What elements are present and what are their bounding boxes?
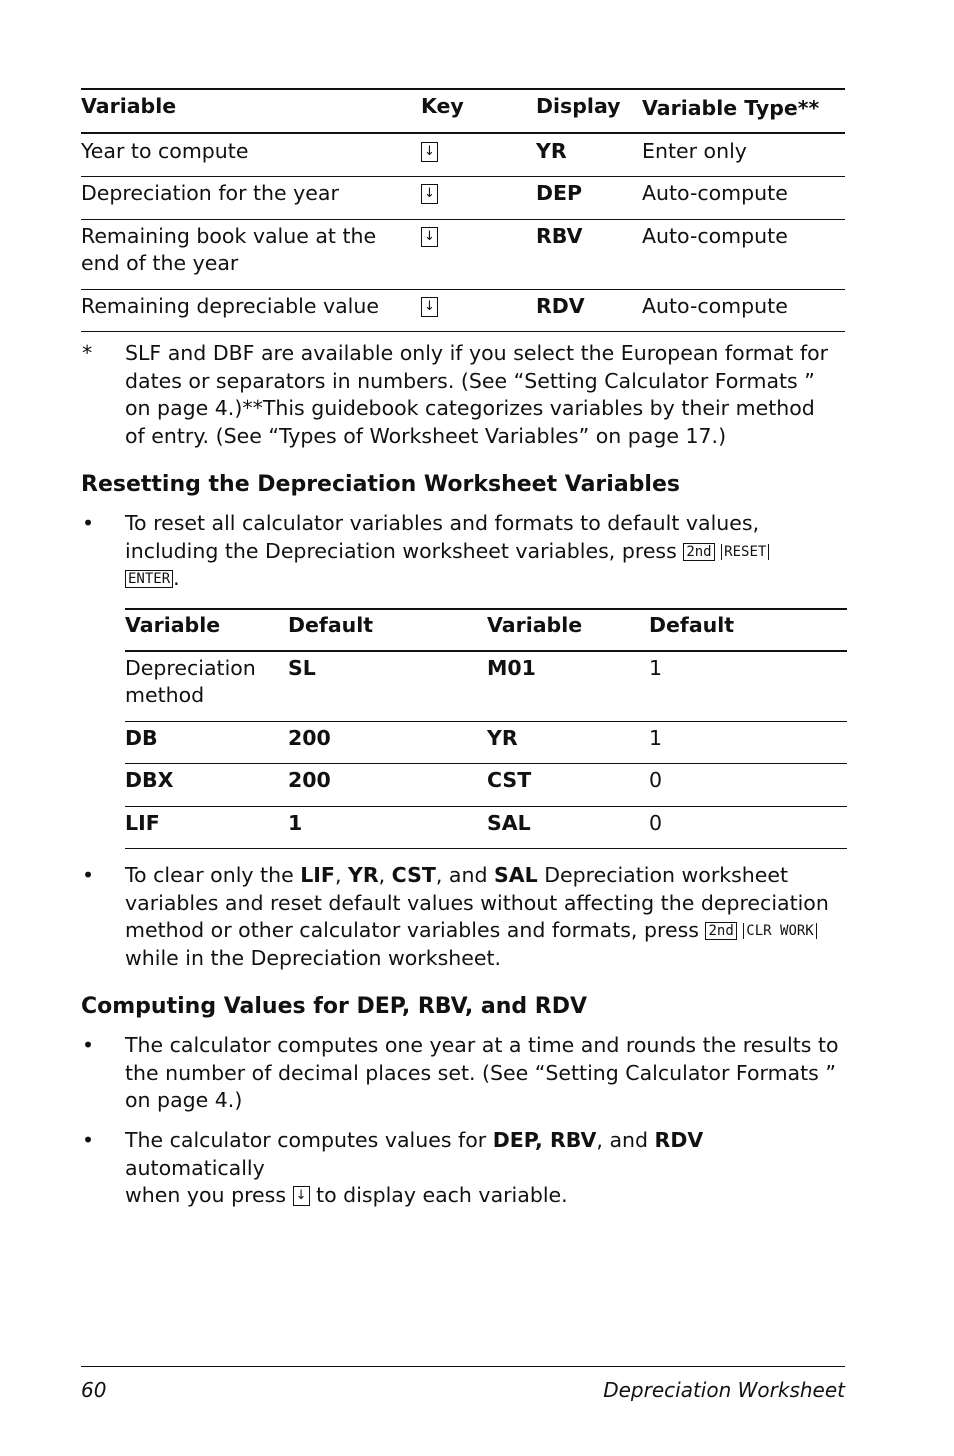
table2-cell-default-2: 0 [649, 768, 663, 792]
bullet-marker: • [82, 511, 95, 535]
table2-cell-default: 1 [288, 811, 303, 835]
clear-bullet-text: To clear only the LIF, YR, CST, and SAL Depreciation worksheet variables and reset default values without affecting the depreciation method or other calculator variables and formats, press 2nd CLR WORK while in the Depreciation worksheet. [125, 863, 829, 970]
table1-top-rule [81, 88, 845, 90]
bullet-marker: • [82, 1128, 95, 1152]
table2-cell-variable: DBX [125, 768, 174, 792]
table2-header-variable-2: Variable [487, 613, 583, 637]
table2-cell-default: 200 [288, 726, 331, 750]
clr-work-key-icon: CLR WORK [743, 923, 816, 939]
table1-header-rule [81, 132, 845, 134]
page-number: 60 [81, 1378, 107, 1402]
table2-cell-variable: LIF [125, 811, 160, 835]
table1-row-divider [81, 219, 845, 220]
reset-key-icon: RESET [721, 544, 769, 560]
2nd-key-icon: 2nd [683, 543, 714, 561]
table2-header-rule [125, 650, 847, 652]
table2-bottom-rule [125, 848, 847, 849]
down-arrow-key-icon: ↓ [421, 297, 438, 317]
footer-rule [81, 1366, 845, 1367]
reset-bullet-text: To reset all calculator variables and formats to default values, including the Depreciation worksheet variables, press 2nd RESET ENTER . [125, 510, 847, 593]
down-arrow-key-icon: ↓ [293, 1186, 310, 1206]
table1-header-display: Display [536, 94, 621, 118]
table2-cell-variable: Depreciation method [125, 656, 256, 707]
table1-row-type: Auto-compute [642, 224, 788, 248]
table1-row-display: DEP [536, 181, 583, 205]
table1-row-display: YR [536, 139, 567, 163]
table1-row-type: Enter only [642, 139, 747, 163]
footer-title: Depreciation Worksheet [603, 1378, 845, 1402]
table2-header-default-2: Default [649, 613, 735, 637]
table2-cell-variable-2: M01 [487, 656, 536, 680]
computes-bullet-text: The calculator computes one year at a time and rounds the results to the number of decimal places set. (See “Setting Calculator Formats ” on page 4.) [125, 1033, 839, 1112]
table2-row-divider [125, 763, 847, 764]
table2-header-variable: Variable [125, 613, 221, 637]
table1-row-variable [81, 223, 376, 277]
table2-header-default: Default [288, 613, 374, 637]
table1-row-variable: Depreciation for the year [81, 181, 339, 205]
table2-row-divider [125, 806, 847, 807]
enter-key-icon: ENTER [125, 570, 173, 588]
footnote-text: SLF and DBF are available only if you select the European format for dates or separators in numbers. (See “Setting Calculator Formats ” on page 4.)**This guidebook categorizes variables by their method of entry. (See “Types of Worksheet Variables” on page 17.) [125, 341, 829, 448]
table1-header-variable: Variable [81, 94, 177, 118]
table1-row-variable-line1: Remaining book value at the [81, 224, 377, 248]
table1-row-display: RBV [536, 224, 583, 248]
auto-compute-bullet-text: The calculator computes values for DEP, RBV, and RDV automatically when you press ↓ to display each variable. [125, 1128, 704, 1207]
table1-row-divider [81, 289, 845, 290]
table2-cell-default-2: 1 [649, 726, 663, 750]
table2-cell-default-2: 0 [649, 811, 663, 835]
section-heading-computing: Computing Values for DEP, RBV, and RDV [81, 994, 588, 1019]
table2-cell-variable-2: YR [487, 726, 518, 750]
table1-row-divider [81, 176, 845, 177]
table1-row-variable-line2: end of the year [81, 251, 239, 275]
table1-row-type: Auto-compute [642, 181, 788, 205]
table2-cell-default: SL [288, 656, 316, 680]
down-arrow-key-icon: ↓ [421, 184, 438, 204]
bullet-marker: • [82, 863, 95, 887]
table2-cell-default-2: 1 [649, 656, 663, 680]
table1-row-display: RDV [536, 294, 585, 318]
table2-cell-default: 200 [288, 768, 331, 792]
table1-row-variable: Remaining depreciable value [81, 294, 379, 318]
table1-header-key: Key [421, 94, 464, 118]
down-arrow-key-icon: ↓ [421, 227, 438, 247]
table1-row-variable: Year to compute [81, 139, 249, 163]
down-arrow-key-icon: ↓ [421, 142, 438, 162]
bullet-marker: • [82, 1033, 95, 1057]
table1-row-type: Auto-compute [642, 294, 788, 318]
table2-cell-variable-2: CST [487, 768, 532, 792]
footnote-marker: * [82, 341, 93, 365]
table2-top-rule [125, 608, 847, 610]
table1-bottom-rule [81, 331, 845, 332]
section-heading-resetting: Resetting the Depreciation Worksheet Variables [81, 472, 680, 497]
table2-cell-variable: DB [125, 726, 158, 750]
table2-row-divider [125, 721, 847, 722]
table2-cell-variable-2: SAL [487, 811, 531, 835]
2nd-key-icon: 2nd [705, 922, 736, 940]
table1-header-variable-type: Variable Type** [642, 96, 820, 120]
